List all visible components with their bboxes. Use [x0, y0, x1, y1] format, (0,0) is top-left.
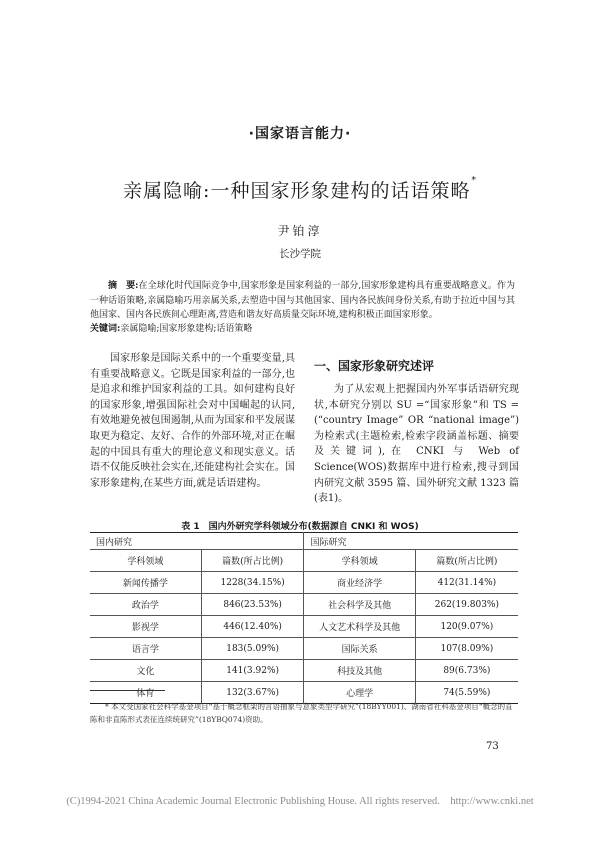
international-group-label: 国际研究 [304, 533, 518, 550]
international-count: 89(6.73%) [415, 660, 518, 682]
research-fields-table [90, 532, 518, 704]
domestic-field: 新闻传播学 [90, 572, 201, 594]
abstract-label: 摘 要: [108, 281, 139, 291]
domestic-group-label: 国内研究 [90, 533, 304, 550]
intro-paragraph: 国家形象是国际关系中的一个重要变量,具有重要战略意义。它既是国家利益的一部分,也是追求和维护国家利益的工具。如何建构良好的国家形象,增强国际社会对中国崛起的认同,有效地避免被包围遏制,从而为国家和平发展谋取更为稳定、友好、合作的外部环境,对正在崛起的中国具有重大的理论意义和现实意义。话语不仅能反映社会实在,还能建构社会实在。国家形象建构,在某些方面,就是话语建构。 [90, 353, 295, 489]
table-row [90, 660, 518, 682]
paper-title [0, 176, 600, 203]
abstract [90, 279, 515, 323]
international-field: 社会科学及其他 [304, 594, 415, 616]
review-paragraph: 为了从宏观上把握国内外军事话语研究现状,本研究分别以 SU =“国家形象”和 TS =(“country Image” OR “national image”)为检索式(主题检索,检索字段涵盖标题、摘要及关键词),在 CNKI 与 Web of Science(WOS)数据库中进行检索,搜寻到国内研究文献 3595 篇、国外研究文献 1323 篇(表1)。 [314, 384, 519, 505]
international-count: 262(19.803%) [415, 594, 518, 616]
international-count: 120(9.07%) [415, 616, 518, 638]
international-count: 107(8.09%) [415, 638, 518, 660]
domestic-count: 446(12.40%) [201, 616, 304, 638]
table-row [90, 638, 518, 660]
international-field: 科技及其他 [304, 660, 415, 682]
author-affiliation: 长沙学院 [279, 248, 321, 260]
domestic-field: 政治学 [90, 594, 201, 616]
author-name: 尹铂淳 [277, 224, 323, 238]
page-number: 73 [486, 741, 499, 752]
domestic-field: 体育 [90, 682, 201, 704]
international-field: 国际关系 [304, 638, 415, 660]
col-header-domestic-count: 篇数(所占比例) [201, 550, 304, 572]
section-label: ·国家语言能力· [248, 126, 352, 142]
domestic-field: 文化 [90, 660, 201, 682]
footnote-divider [90, 690, 165, 691]
col-header-international-count: 篇数(所占比例) [415, 550, 518, 572]
domestic-count: 846(23.53%) [201, 594, 304, 616]
international-field: 商业经济学 [304, 572, 415, 594]
table-caption: 表 1 国内外研究学科领域分布(数据源自 CNKI 和 WOS) [181, 522, 419, 532]
funding-footnote: * 本文受国家社会科学基金项目“基于概念框架的言语抽象与意象类型学研究”(18BYY001)、湖南省社科基金项目“概念的直陈和非直陈形式表征连续统研究”(18YBQ074)资助。 [90, 702, 513, 724]
domestic-field: 影视学 [90, 616, 201, 638]
section-heading: 一、国家形象研究述评 [314, 359, 435, 373]
international-count: 412(31.14%) [415, 572, 518, 594]
domestic-count: 1228(34.15%) [201, 572, 304, 594]
table-group-row [90, 533, 518, 550]
international-count: 74(5.59%) [443, 687, 491, 698]
keywords [90, 322, 515, 336]
left-column [90, 351, 295, 491]
domestic-count: 183(5.09%) [201, 638, 304, 660]
keywords-label: 关键词: [90, 324, 121, 334]
international-field: 人文艺术科学及其他 [304, 616, 415, 638]
copyright-notice: (C)1994-2021 China Academic Journal Electronic Publishing House. All rights reserved. http://www.cnki.net [66, 796, 534, 807]
col-header-domestic-field: 学科领域 [90, 550, 201, 572]
table-row [90, 616, 518, 638]
table-row [90, 572, 518, 594]
paper-title-text: 亲属隐喻:一种国家形象建构的话语策略 [123, 180, 471, 202]
table-row [90, 594, 518, 616]
keywords-text: 亲属隐喻;国家形象建构;话语策略 [120, 324, 253, 334]
international-field: 心理学 [304, 682, 415, 704]
title-footnote-marker: * [471, 176, 477, 186]
domestic-count: 132(3.67%) [201, 682, 304, 704]
col-header-international-field: 学科领域 [304, 550, 415, 572]
table-header-row [90, 550, 518, 572]
right-column [314, 382, 519, 507]
domestic-field: 语言学 [90, 638, 201, 660]
abstract-text: 在全球化时代国际竞争中,国家形象是国家利益的一部分,国家形象建构具有重要战略意义。作为一种话语策略,亲属隐喻巧用亲属关系,去塑造中国与其他国家、国内各民族间身份关系,有助于拉近中国与其他国家、国内各民族间心理距离,营造和谐友好高质量交际环境,建构积极正面国家形象。 [90, 281, 515, 320]
domestic-count: 141(3.92%) [201, 660, 304, 682]
